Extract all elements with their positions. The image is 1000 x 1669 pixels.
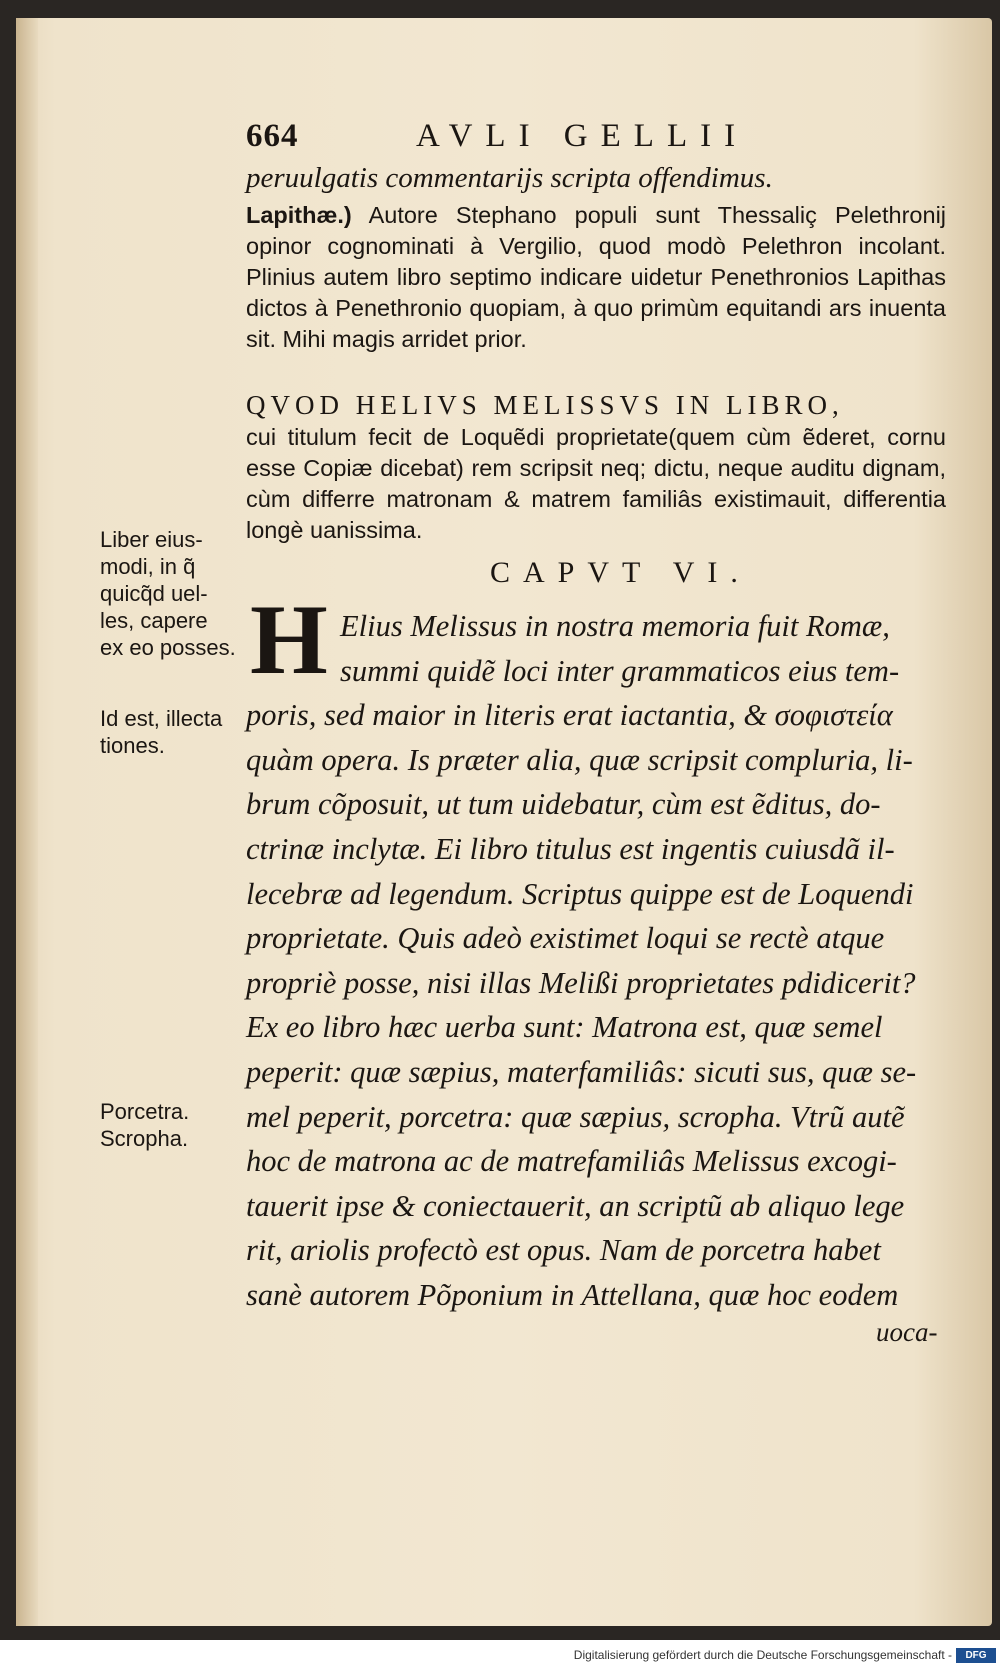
commentary-lemma: Lapithæ.) [246, 202, 352, 228]
margin-note-line: quicq̃d uel- [100, 581, 208, 606]
chapter-line: poris, sed maior in literis erat iactantia, & σοφιστεία [246, 698, 893, 733]
footer-bar [0, 1646, 1000, 1669]
chapter-line: ctrinæ inclytæ. Ei libro titulus est ingentis cuiusdã il- [246, 831, 895, 866]
chapter-line: tauerit ipse & coniectauerit, an scriptũ ab aliquo lege [246, 1188, 905, 1223]
margin-note-line: les, capere [100, 608, 208, 633]
chapter-line: quàm opera. Is præter alia, quæ scripsit compluria, li- [246, 742, 913, 777]
chapter-line: summi quidẽ loci inter grammaticos eius tem- [340, 653, 900, 688]
chapter-line: Ex eo libro hæc uerba sunt: Matrona est, quæ semel [246, 1010, 883, 1045]
margin-note-line: Liber eius- [100, 527, 203, 552]
chapter-line: hoc de matrona ac de matrefamiliâs Melissus excogi- [246, 1144, 897, 1179]
chapter-line: proprietate. Quis adeò existimet loqui se rectè atque [246, 921, 885, 956]
chapter-argument-title: QVOD HELIVS MELISSVS IN LIBRO, [246, 390, 844, 420]
margin-note-line: ex eo posses. [100, 635, 236, 660]
chapter-body [246, 604, 956, 1318]
page-gutter-shadow [16, 18, 38, 1626]
margin-note [100, 526, 240, 661]
running-head: AVLI GELLII [416, 118, 749, 154]
chapter-line: rit, ariolis profectò est opus. Nam de porcetra habet [246, 1233, 881, 1268]
margin-note-line: modi, in q̃ [100, 554, 196, 579]
commentary-text: Autore Stephano populi sunt Thessaliç Pelethronij opinor cognominati à Vergilio, quod modò Pelethron incolant. Plinius autem libro septimo indicare uidetur Penethronios Lapithas dictos à Penethronio quopiam, à quo primùm equitandi ars inuenta sit. Mihi magis arridet prior. [246, 202, 947, 352]
chapter-line: peperit: quæ sæpius, materfamiliâs: sicuti sus, quæ se- [246, 1054, 917, 1089]
margin-note-line: Id est, illecta [100, 706, 223, 731]
page-number: 664 [246, 118, 299, 154]
chapter-line: brum cõposuit, ut tum uidebatur, cùm est ẽditus, do- [246, 787, 881, 822]
margin-note-line: Scropha. [100, 1126, 189, 1151]
drop-cap-initial: H [250, 584, 328, 695]
dfg-logo-icon: DFG [956, 1648, 996, 1663]
chapter-heading: CAPVT VI. [490, 556, 751, 589]
previous-chapter-end: peruulgatis commentarijs scripta offendimus. [246, 162, 773, 194]
margin-note-line: Porcetra. [100, 1099, 190, 1124]
chapter-line: mel peperit, porcetra: quæ sæpius, scropha. Vtrũ autẽ [246, 1099, 905, 1134]
chapter-line: propriè posse, nisi illas Melißi proprietates pdidicerit? [246, 965, 916, 1000]
digitization-credit: Digitalisierung gefördert durch die Deutsche Forschungsgemeinschaft - [573, 1648, 952, 1662]
chapter-line: lecebræ ad legendum. Scriptus quippe est de Loquendi [246, 876, 914, 911]
page-header [246, 118, 896, 158]
commentary-note [246, 200, 946, 355]
chapter-line: Elius Melissus in nostra memoria fuit Romæ, [340, 609, 890, 643]
catchword: uoca- [876, 1317, 938, 1347]
margin-note-line: tiones. [100, 733, 165, 758]
margin-note [100, 705, 240, 759]
chapter-line: sanè autorem Põponium in Attellana, quæ hoc eodem [246, 1277, 899, 1312]
chapter-argument-text: cui titulum fecit de Loquẽdi proprietate(quem cùm ẽderet, cornu esse Copiæ dicebat) rem scripsit neq; dictu, neque auditu dignam, cùm differre matronam & matrem familiâs existimauit, differentia longè uanissima. [246, 424, 946, 543]
margin-note [100, 1098, 240, 1152]
